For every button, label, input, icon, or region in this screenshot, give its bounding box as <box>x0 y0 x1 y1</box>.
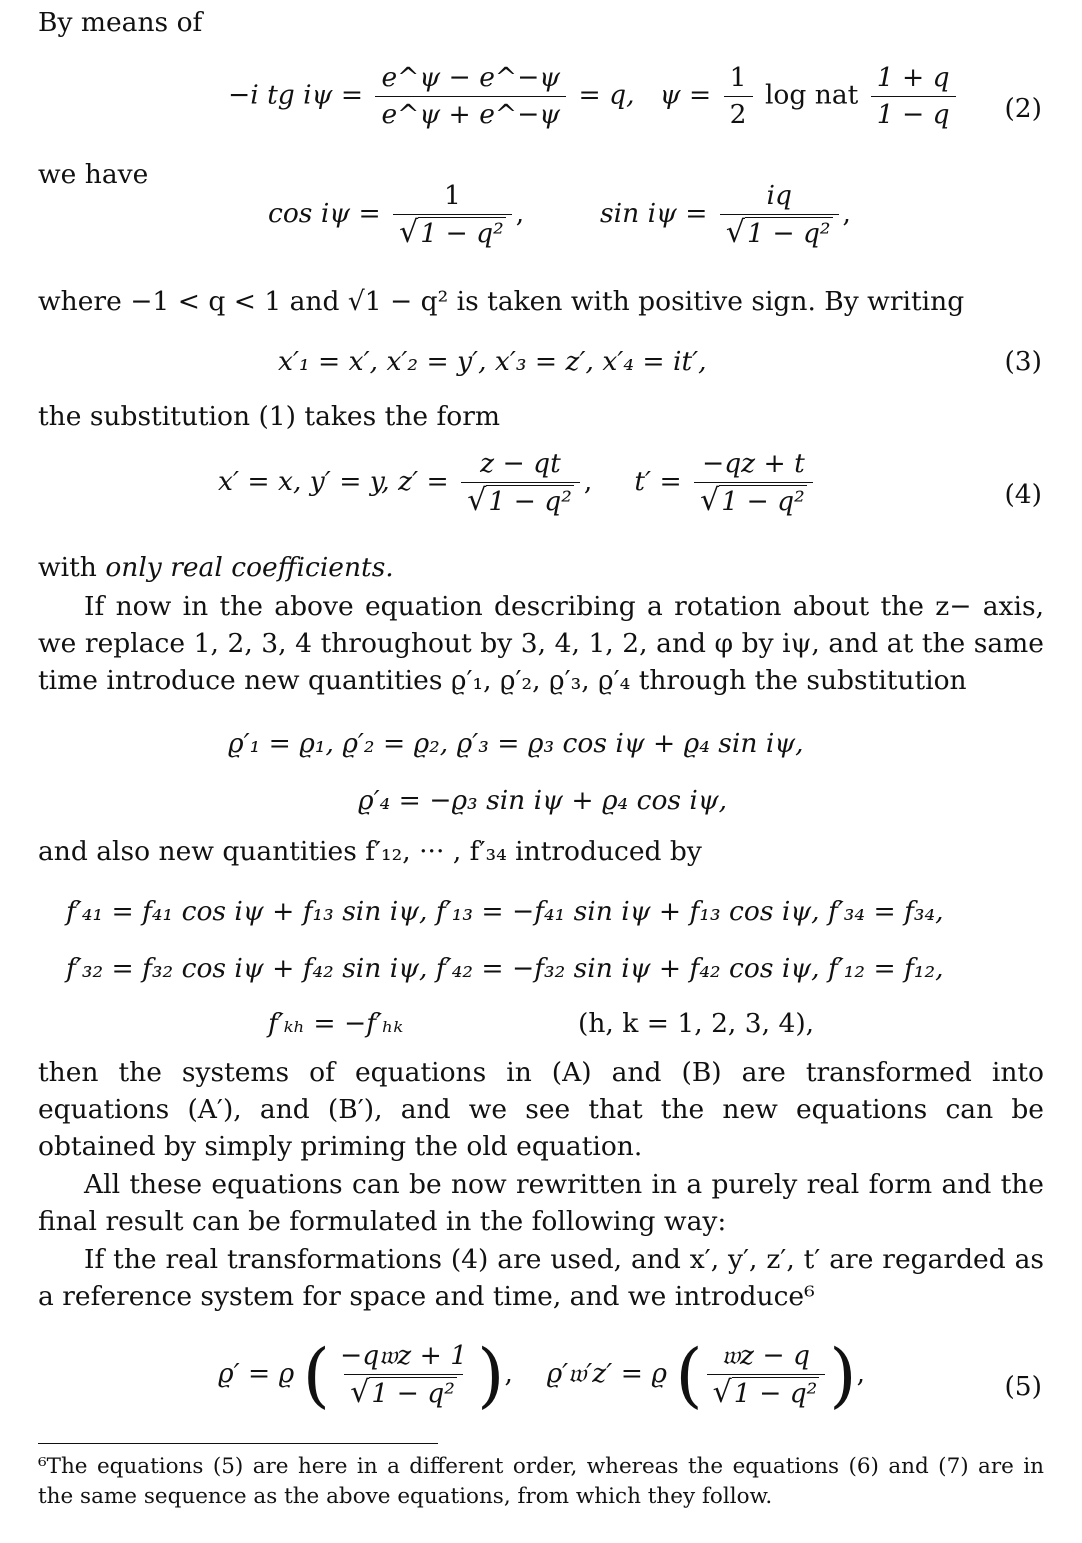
eq4-z-numerator: z − qt <box>480 448 561 479</box>
footnote-6: ⁶The equations (5) are here in a different order, whereas the equations (6) and (7) are in the same sequence as the above equations, from which they follow. <box>38 1454 1044 1509</box>
with-line <box>38 549 1044 586</box>
eq4-z-sqrt: 1 − q² <box>488 486 572 517</box>
paragraph-transformed: then the systems of equations in (A) and (B) are transformed into equations (A′), and (B′), and we see that the new equations can be obtained by simply priming the old equation. <box>38 1057 1044 1162</box>
equation-number-5: (5) <box>1004 1371 1042 1402</box>
f-equation-3-range: (h, k = 1, 2, 3, 4), <box>578 1008 815 1039</box>
eq2-q-fraction <box>871 62 956 131</box>
equation-4: x′ = x, y′ = y, z′ = $\frac{z - qt}{\text{√1 − q²}}$ , t′ = $\frac{-qz + t}{\text{√1 − q²}}$ <box>218 448 817 518</box>
cos-lhs: cos iψ = <box>268 198 381 229</box>
page <box>38 0 1044 1543</box>
eq2-q-denominator: 1 − q <box>871 96 956 131</box>
f-equation-3-antisymmetry: f′ₖₕ = −f′ₕₖ <box>268 1008 404 1039</box>
f-equation-2: f′₃₂ = f₃₂ cos iψ + f₄₂ sin iψ, f′₄₂ = −f₃₂ sin iψ + f₄₂ cos iψ, f′₁₂ = f₁₂, <box>66 953 944 984</box>
only-real-coefficients: only real coefficients. <box>105 552 394 583</box>
sin-sqrt: 1 − q² <box>747 218 831 249</box>
sin-numerator: iq <box>766 180 792 211</box>
eq4-z-denominator: √1 − q² <box>461 482 580 518</box>
eq5-denominator-1: √1 − q² <box>344 1374 463 1410</box>
eq5-fraction-2 <box>707 1340 826 1410</box>
eq5-numerator-1: −q𝔴z + 1 <box>339 1340 468 1371</box>
eq5-comma-1: , <box>504 1358 513 1389</box>
eq4-t-denominator: √1 − q² <box>694 482 813 518</box>
equation-2 <box>228 62 960 131</box>
eq4-prefix: x′ = x, y′ = y, z′ = <box>218 466 449 497</box>
with-word: with <box>38 552 97 583</box>
equation-5: ϱ′ = ϱ ( $\frac{\text{−q𝔴z + 1}}{\text{√1 − q²}}$ ), ϱ′𝔴′z′ = ϱ ( $\frac{\text{𝔴z − q}}{\text{√1 − q²}}$ ), <box>218 1334 866 1416</box>
eq2-equals-q: = q, <box>578 79 635 111</box>
eq2-lognat: log nat <box>764 79 859 111</box>
eq5-fraction-1 <box>334 1340 473 1410</box>
footnote-rule <box>38 1443 438 1444</box>
sin-fraction <box>720 180 839 250</box>
eq2-half <box>724 62 753 131</box>
paragraph-real-form: All these equations can be now rewritten in a purely real form and the final result can be formulated in the following way: <box>38 1169 1044 1237</box>
where-line: where −1 < q < 1 and √1 − q² is taken with positive sign. By writing <box>38 286 965 317</box>
equation-number-3: (3) <box>1004 346 1042 377</box>
paragraph-real-transformations: If the real transformations (4) are used, and x′, y′, z′, t′ are regarded as a reference system for space and time, and we introduce⁶ <box>38 1244 1044 1312</box>
eq4-z-fraction <box>461 448 580 518</box>
rho-equation-2: ϱ′₄ = −ϱ₃ sin iψ + ϱ₄ cos iψ, <box>358 785 728 816</box>
equation-number-4: (4) <box>1004 479 1042 510</box>
eq5-comma-2: , <box>856 1358 866 1389</box>
eq2-lhs: −i tg iψ = <box>228 79 364 111</box>
cos-fraction <box>393 180 512 250</box>
eq4-t-numerator: −qz + t <box>701 448 805 479</box>
cos-comma: , <box>515 198 525 229</box>
eq5-denominator-2: √1 − q² <box>707 1374 826 1410</box>
equation-number-2: (2) <box>1004 93 1042 124</box>
eq2-psi: ψ = <box>659 79 720 111</box>
we-have-text: we have <box>38 159 149 190</box>
eq4-t-sqrt: 1 − q² <box>721 486 805 517</box>
eq5-lhs-2: ϱ′𝔴′z′ = ϱ <box>546 1358 667 1389</box>
cos-denominator: √1 − q² <box>393 214 512 250</box>
eq2-half-den: 2 <box>724 96 753 131</box>
eq2-q-numerator: 1 + q <box>876 62 950 93</box>
eq5-numerator-2: 𝔴z − q <box>721 1340 810 1371</box>
paragraph-rotation: If now in the above equation describing a rotation about the z− axis, we replace 1, 2, 3, 4 throughout by 3, 4, 1, 2, and φ by iψ, and at the same time introduce new quantities ϱ′₁, ϱ′₂, ϱ′₃, ϱ′₄ through the substitution <box>38 591 1044 696</box>
cos-sin-equations <box>268 180 851 250</box>
cos-sqrt: 1 − q² <box>420 218 504 249</box>
eq2-half-num: 1 <box>729 62 747 93</box>
eq4-t-fraction <box>694 448 813 518</box>
substitution-line: the substitution (1) takes the form <box>38 401 501 432</box>
eq5-sqrt-2: 1 − q² <box>733 1378 818 1409</box>
eq2-exp-denominator: e^ψ + e^−ψ <box>375 96 566 131</box>
cos-numerator: 1 <box>444 180 461 211</box>
eq2-exp-numerator: e^ψ − e^−ψ <box>381 62 561 93</box>
sin-denominator: √1 − q² <box>720 214 839 250</box>
sin-lhs: sin iψ = <box>600 198 708 229</box>
eq5-sqrt-1: 1 − q² <box>371 1378 455 1409</box>
f-intro-line: and also new quantities f′₁₂, ··· , f′₃₄ introduced by <box>38 836 702 867</box>
eq2-exp-fraction <box>375 62 566 131</box>
eq4-t-lhs: t′ = <box>634 466 682 497</box>
rho-equation-1: ϱ′₁ = ϱ₁, ϱ′₂ = ϱ₂, ϱ′₃ = ϱ₃ cos iψ + ϱ₄ sin iψ, <box>228 728 804 759</box>
sin-comma: , <box>842 198 851 229</box>
eq5-lhs-1: ϱ′ = ϱ <box>218 1358 295 1389</box>
f-equation-1: f′₄₁ = f₄₁ cos iψ + f₁₃ sin iψ, f′₁₃ = −f₄₁ sin iψ + f₁₃ cos iψ, f′₃₄ = f₃₄, <box>66 896 944 927</box>
intro-text: By means of <box>38 7 203 38</box>
equation-3: x′₁ = x′, x′₂ = y′, x′₃ = z′, x′₄ = it′, <box>278 346 707 377</box>
